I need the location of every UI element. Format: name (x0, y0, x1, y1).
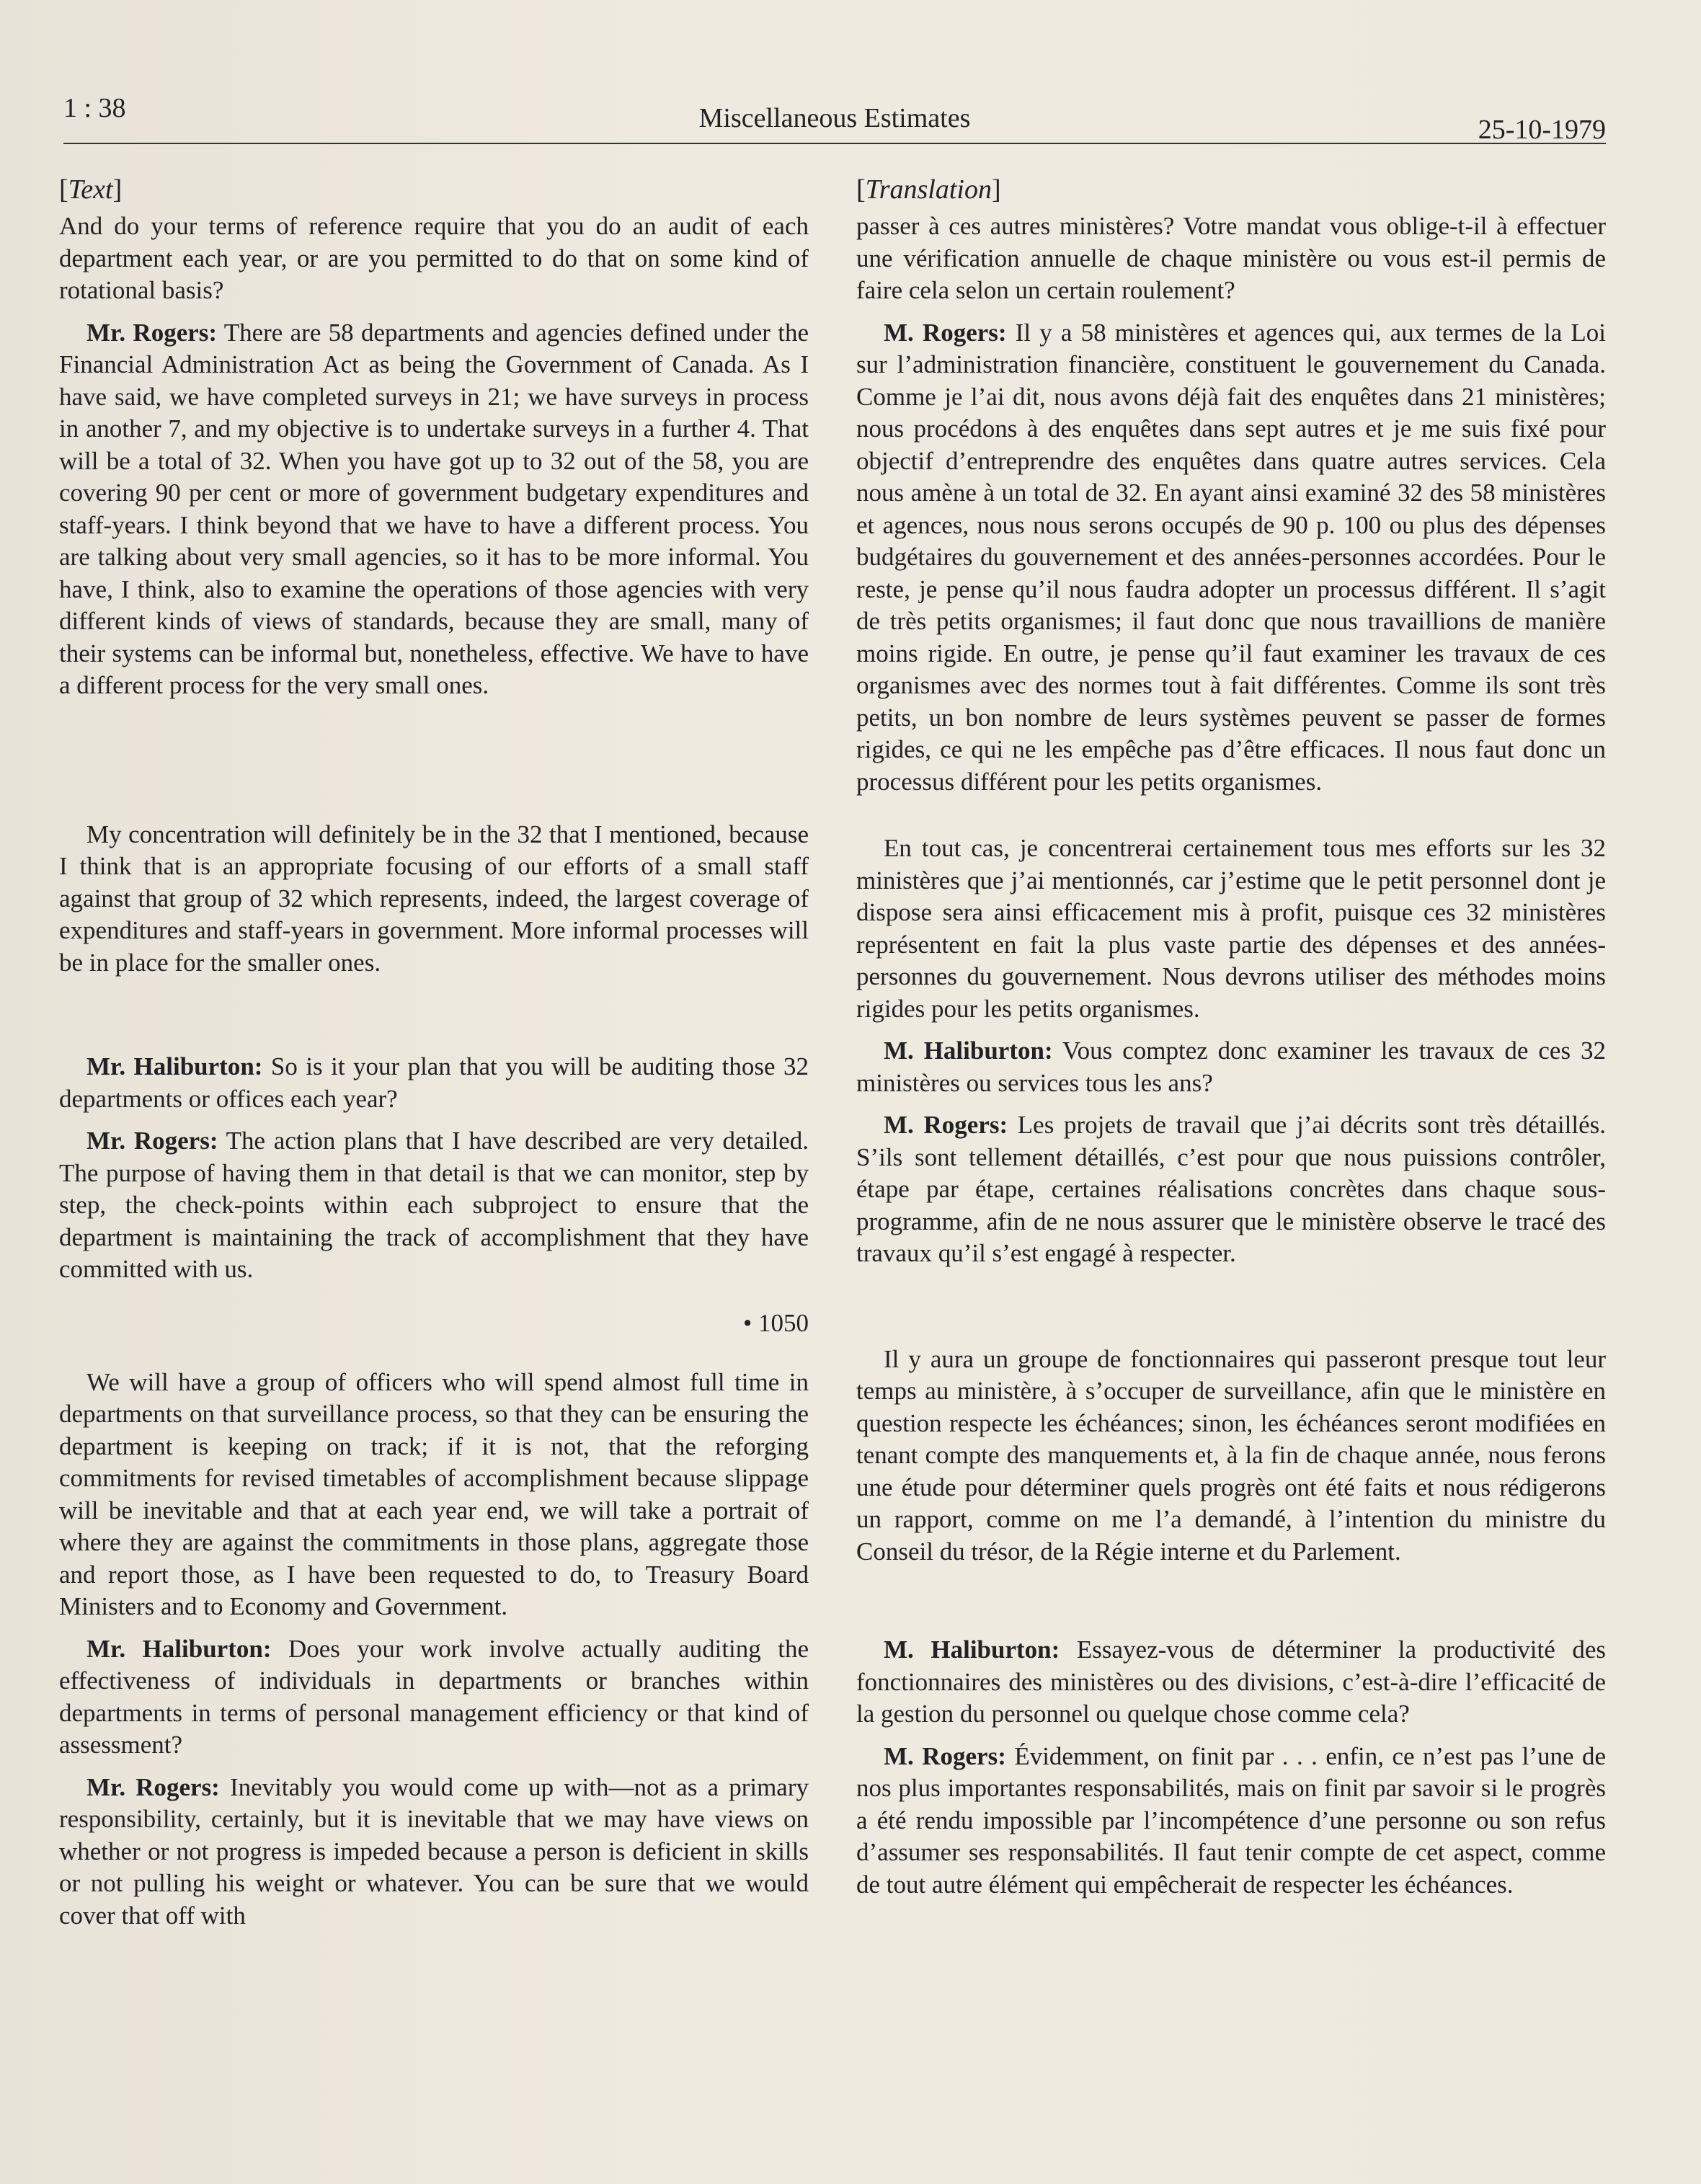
paragraph-rogers-2: Mr. Rogers: The action plans that I have described are very detailed. The purpose of having them in that detail is that we can monitor, step by step, the check-points within each subproject to ensure that the department is maintaining the track of accomplishment that they have committed with us. (59, 1127, 809, 1283)
paragraph-rogers-2-fr: M. Rogers: Les projets de travail que j’ai décrits sont très détaillés. S’ils sont tellement détaillés, c’est pour que nous puissions contrôler, étape par étape, certaines réalisations concrètes dans chaque sous-programme, afin de ne nous assurer que le ministère observe le tracé des travaux qu’il s’est engagé à respecter. (856, 1111, 1606, 1267)
paragraph-officers: We will have a group of officers who will spend almost full time in departments on that surveillance process, so that they can be ensuring the department is keeping on track; if it is not, that the reforging commitments for revised timetables of accomplishment because slippage will be inevitable and that at each year end, we will take a portrait of where they are against the commitments in those plans, aggregate those and report those, as I have been requested to do, to Treasury Board Ministers and to Economy and Government. (59, 1367, 809, 1620)
speaker-name: Mr. Haliburton: (86, 1634, 272, 1663)
speaker-name: Mr. Haliburton: (86, 1052, 263, 1080)
page-header (63, 92, 1606, 144)
paragraph-rogers-1-fr: M. Rogers: Il y a 58 ministères et agences qui, aux termes de la Loi sur l’administration financière, constituent le gouvernement du Canada. Comme je l’ai dit, nous avons déjà fait des enquêtes dans 21 ministères; nous procédons à des enquêtes dans sept autres et je me suis fixé pour objectif d’entreprendre des enquêtes dans quatre autres services. Cela nous amène à un total de 32. En ayant ainsi examiné 32 des 58 ministères et agences, nous nous serons occupés de 90 p. 100 ou plus des dépenses budgétaires du gouvernement et des années-personnes accordées. Pour le reste, je pense qu’il nous faudra adopter un processus différent. Il s’agit de très petits organismes; il faut donc que nous travaillions de manière moins rigide. En outre, je pense qu’il faut examiner les travaux de ces organismes avec des normes tout à fait différentes. Comme ils sont très petits, un bon nombre de leurs systèmes peuvent se passer de formes rigides, ce qui ne les empêche pas d’être efficaces. Il nous faut donc un processus différent pour les petits organismes. (856, 318, 1607, 796)
speaker-name: M. Rogers: (884, 318, 1007, 347)
french-column (856, 173, 1606, 1911)
speaker-name: M. Haliburton: (884, 1036, 1053, 1065)
speaker-name: Mr. Rogers: (86, 318, 218, 347)
time-marker: • 1050 (742, 1308, 809, 1337)
paragraph-haliburton-1-fr: M. Haliburton: Vous comptez donc examiner les travaux de ces 32 ministères ou services tous les ans? (856, 1036, 1606, 1097)
paragraph-haliburton-2: Mr. Haliburton: Does your work involve actually auditing the effectiveness of individuals in departments or branches within departments in terms of personal management efficiency or that kind of assessment? (59, 1634, 809, 1759)
paragraph-rogers-1: Mr. Rogers: There are 58 departments and agencies defined under the Financial Administration Act as being the Government of Canada. As I have said, we have completed surveys in 21; we have surveys in process in another 7, and my objective is to undertake surveys in a further 4. That will be a total of 32. When you have got up to 32 out of the 58, you are covering 90 per cent or more of government budgetary expenditures and staff-years. I think beyond that we have to have a different process. You are talking about very small agencies, so it has to be more informal. You have, I think, also to examine the operations of those agencies with very different kinds of views of standards, because they are small, many of their systems can be informal but, nonetheless, effective. We have to have a different process for the very small ones. (59, 318, 809, 699)
header-date: 25-10-1979 (1478, 115, 1606, 145)
speaker-name: M. Rogers: (884, 1111, 1008, 1139)
running-title: Miscellaneous Estimates (698, 103, 971, 133)
text-tag: [Text] (59, 174, 123, 205)
speaker-name: Mr. Rogers: (86, 1127, 218, 1155)
paragraph-haliburton-2-fr: M. Haliburton: Essayez-vous de déterminer la productivité des fonctionnaires des ministères ou des divisions, c’est-à-dire l’efficacité de la gestion du personnel ou quelque chose comme cela? (856, 1635, 1606, 1728)
paragraph-question-fr: passer à ces autres ministères? Votre mandat vous oblige-t-il à effectuer une vérification annuelle de chaque ministère ou vous est-il permis de faire cela selon un certain roulement? (856, 212, 1606, 304)
paragraph-concentration: My concentration will definitely be in the 32 that I mentioned, because I think that is an appropriate focusing of our efforts of a small staff against that group of 32 which represents, indeed, the largest coverage of expenditures and staff-years in government. More informal processes will be in place for the smaller ones. (59, 820, 809, 977)
speaker-name: Mr. Rogers: (86, 1772, 220, 1801)
paragraph-officers-fr: Il y aura un groupe de fonctionnaires qui passeront presque tout leur temps au ministère, à s’occuper de surveillance, afin que le ministère en question respecte les échéances; sinon, les échéances seront modifiées en tenant compte des manquements et, à la fin de chaque année, nous ferons une étude pour déterminer quels progrès ont été faits et nous rédigerons un rapport, comme on me l’a demandé, à l’intention du ministre du Conseil du trésor, de la Régie interne et du Parlement. (856, 1344, 1606, 1566)
page-number: 1 : 38 (63, 93, 126, 123)
speaker-name: M. Haliburton: (884, 1635, 1060, 1664)
paragraph-question: And do your terms of reference require that you do an audit of each department each year, or are you permitted to do that on some kind of rotational basis? (59, 212, 809, 304)
english-column (59, 173, 809, 1942)
paragraph-concentration-fr: En tout cas, je concentrerai certainement tous mes efforts sur les 32 ministères que j’ai mentionnés, car j’estime que le petit personnel dont je dispose sera ainsi efficacement mis à profit, puisque ces 32 ministères représentent en fait la plus vaste partie des dépenses et des années-personnes du gouvernement. Nous devrons utiliser des méthodes moins rigides pour les petits organismes. (856, 834, 1606, 1023)
paragraph-haliburton-1: Mr. Haliburton: So is it your plan that you will be auditing those 32 departments or offices each year? (59, 1052, 809, 1113)
speaker-name: M. Rogers: (884, 1741, 1006, 1770)
paragraph-rogers-3: Mr. Rogers: Inevitably you would come up with—not as a primary responsibility, certainly, but it is inevitable that we may have views on whether or not progress is impeded because a person is deficient in skills or not pulling his weight or whatever. You can be sure that we would cover that off with (59, 1772, 809, 1930)
translation-tag: [Translation] (856, 174, 1001, 205)
paragraph-rogers-3-fr: M. Rogers: Évidemment, on finit par . . . enfin, ce n’est pas l’une de nos plus importantes responsabilités, mais on finit par savoir si le progrès a été rendu impossible par l’incompétence d’une personne ou son refus d’assumer ses responsabilités. Il faut tenir compte de cet aspect, comme de tout autre élément qui empêcherait de respecter les échéances. (856, 1741, 1606, 1899)
